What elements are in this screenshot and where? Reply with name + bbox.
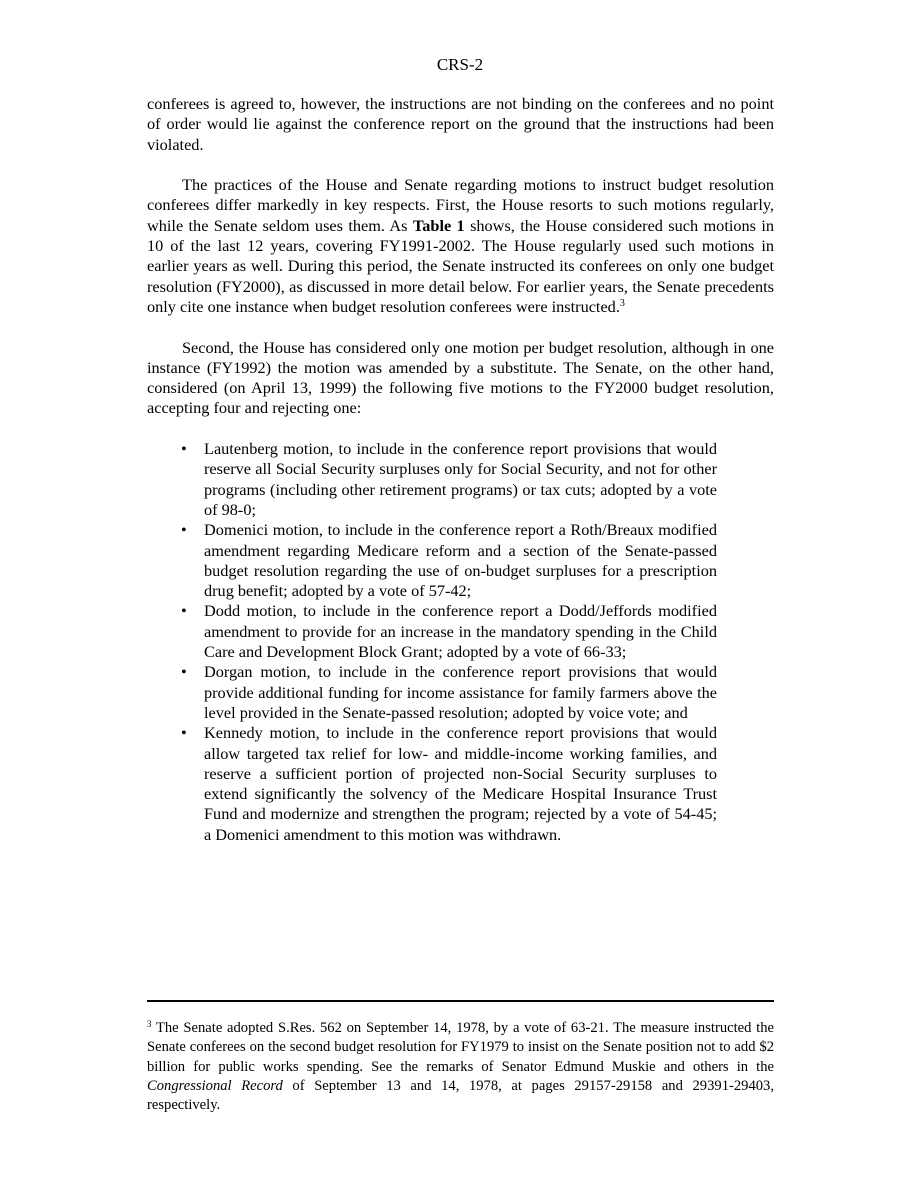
- paragraph-second: Second, the House has considered only one motion per budget resolution, although in one instance (FY1992) the motion was amended by a substitute. The Senate, on the other hand, considered (on April 13, 1999) the following five motions to the FY2000 budget resolution, accepting four and rejecting one:: [147, 337, 774, 418]
- motion-text: Dorgan motion, to include in the conference report provisions that would provide additional funding for income assistance for family farmers above the level provided in the Senate-passed resolution; adopted by voice vote; and: [204, 662, 717, 722]
- footnote-marker: 3: [147, 1019, 152, 1029]
- bullet-icon: •: [181, 662, 187, 682]
- page-header: CRS-2: [436, 55, 484, 74]
- motion-item-lautenberg: [181, 439, 717, 520]
- bullet-icon: •: [181, 601, 187, 621]
- footnote-citation-italic: Congressional Record: [147, 1077, 283, 1094]
- motion-item-kennedy: [181, 723, 717, 845]
- motions-list: [147, 439, 717, 845]
- footnote-text-a: The Senate adopted S.Res. 562 on September 14, 1978, by a vote of 63-21. The measure instructed the Senate conferees on the second budget resolution for FY1979 to insist on the Senate position not to add $2 billion for public works spending. See the remarks of Senator Edmund Muskie and others in the: [147, 1020, 774, 1075]
- motion-item-dorgan: [181, 662, 717, 723]
- motion-text: Dodd motion, to include in the conference report a Dodd/Jeffords modified amendment to provide for an increase in the mandatory spending in the Child Care and Development Block Grant; adopted by a vote of 66-33;: [204, 601, 717, 662]
- footnote: [147, 1019, 774, 1115]
- footnote-divider: [147, 1000, 774, 1002]
- footnote-reference: 3: [619, 297, 625, 309]
- motion-item-domenici: [181, 520, 717, 601]
- bullet-icon: •: [181, 439, 187, 459]
- paragraph-continuation: conferees is agreed to, however, the instructions are not binding on the conferees and no point of order would lie against the conference report on the ground that the instructions had been violated.: [147, 94, 774, 154]
- paragraph-practices-text-b: shows, the House considered such motions in 10 of the last 12 years, covering FY1991-2002. The House regularly used such motions in earlier years as well. During this period, the Senate instructed its conferees on only one budget resolution (FY2000), as discussed in more detail below. For earlier years, the Senate precedents only cite one instance when budget resolution conferees were instructed.: [147, 215, 775, 316]
- motion-text: Kennedy motion, to include in the conference report provisions that would allow targeted tax relief for low- and middle-income working families, and reserve a sufficient portion of projected non-Social Security surpluses to extend significantly the solvency of the Medicare Hospital Insurance Trust Fund and modernize and strengthen the program; rejected by a vote of 54-45; a Domenici amendment to this motion was withdrawn.: [204, 723, 717, 844]
- paragraph-practices: [147, 175, 774, 317]
- bullet-icon: •: [181, 723, 187, 743]
- paragraph-practices-text-a: The practices of the House and Senate regarding motions to instruct budget resolution conferees differ markedly in key respects. First, the House resorts to such motions regularly, while the Senate seldom uses them. As: [147, 175, 774, 235]
- motion-text: Domenici motion, to include in the conference report a Roth/Breaux modified amendment regarding Medicare reform and a section of the Senate-passed budget resolution regarding the use of on-budget surpluses for a prescription drug benefit; adopted by a vote of 57-42;: [204, 520, 717, 601]
- footnote-text-b: of September 13 and 14, 1978, at pages 29157-29158 and 29391-29403, respectively.: [147, 1077, 774, 1114]
- table-reference: Table 1: [412, 215, 465, 235]
- motion-item-dodd: [181, 601, 717, 662]
- motion-text: Lautenberg motion, to include in the conference report provisions that would reserve all Social Security surpluses only for Social Security, and not for other programs (including other retirement programs) or tax cuts; adopted by a vote of 98-0;: [204, 439, 717, 519]
- bullet-icon: •: [181, 520, 187, 540]
- body-text: [147, 94, 774, 845]
